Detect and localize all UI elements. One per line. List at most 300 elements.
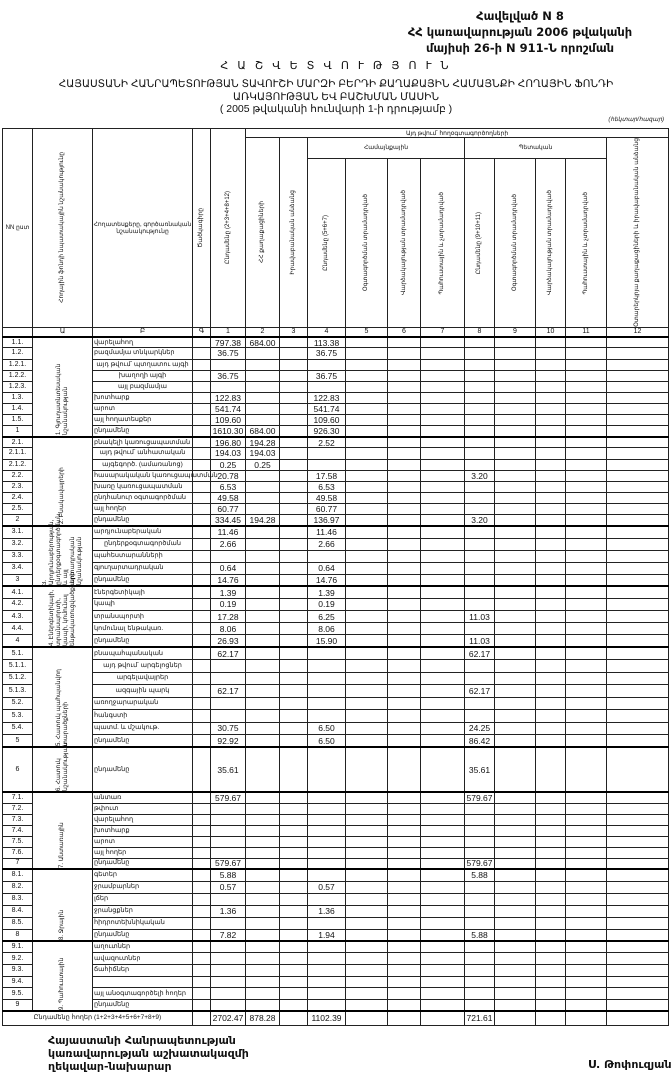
value-cell-col1 bbox=[211, 381, 246, 392]
value-cell-col3 bbox=[280, 392, 308, 403]
signatory-position-line-1: Հայաստանի Հանրապետության bbox=[48, 1034, 236, 1047]
value-cell-col4: 109.60 bbox=[308, 414, 346, 425]
value-cell-col7 bbox=[421, 392, 465, 403]
value-cell-col12 bbox=[607, 953, 669, 965]
value-cell-col10 bbox=[536, 697, 566, 710]
value-cell-col3 bbox=[280, 672, 308, 685]
table-row bbox=[3, 917, 669, 929]
unit-cell bbox=[193, 392, 211, 403]
value-cell-col1: 5.88 bbox=[211, 869, 246, 881]
value-cell-col11 bbox=[566, 515, 607, 526]
value-cell-col8 bbox=[465, 941, 495, 953]
row-number: 5.3. bbox=[3, 710, 33, 723]
value-cell-col3 bbox=[280, 448, 308, 459]
row-name: կապի bbox=[93, 598, 193, 610]
row-name: այլ հողատեսքեր bbox=[93, 414, 193, 425]
value-cell-col9 bbox=[495, 426, 536, 437]
row-number: 4 bbox=[3, 635, 33, 647]
table-body bbox=[3, 327, 669, 1025]
value-cell-col6 bbox=[388, 562, 421, 574]
unit-cell bbox=[193, 988, 211, 1000]
value-cell-col5 bbox=[346, 792, 388, 803]
value-cell-col8 bbox=[465, 803, 495, 814]
value-cell-col2 bbox=[246, 359, 280, 370]
value-cell-col3 bbox=[280, 481, 308, 492]
row-number: 2.5. bbox=[3, 504, 33, 515]
value-cell-col10 bbox=[536, 905, 566, 917]
value-cell-col8 bbox=[465, 481, 495, 492]
row-number: 7 bbox=[3, 858, 33, 869]
value-cell-col12 bbox=[607, 814, 669, 825]
value-cell-col9 bbox=[495, 685, 536, 698]
value-cell-col4: 1.36 bbox=[308, 905, 346, 917]
value-cell-col6 bbox=[388, 414, 421, 425]
value-cell-col11 bbox=[566, 459, 607, 470]
value-cell-col2 bbox=[246, 988, 280, 1000]
value-cell-col4 bbox=[308, 964, 346, 976]
value-cell-col9 bbox=[495, 814, 536, 825]
value-cell-col9 bbox=[495, 976, 536, 988]
value-cell-col6 bbox=[388, 747, 421, 792]
value-cell-col5 bbox=[346, 337, 388, 348]
value-cell-col7 bbox=[421, 825, 465, 836]
row-number: 8.1. bbox=[3, 869, 33, 881]
value-cell-col12 bbox=[607, 1000, 669, 1012]
row-number: 1.5. bbox=[3, 414, 33, 425]
value-cell-col4 bbox=[308, 672, 346, 685]
header-total bbox=[211, 129, 246, 328]
header-group bbox=[33, 129, 93, 328]
value-cell-col11 bbox=[566, 437, 607, 448]
value-cell-col12 bbox=[607, 869, 669, 881]
value-cell-col11 bbox=[566, 814, 607, 825]
table-row bbox=[3, 598, 669, 610]
value-cell-col7 bbox=[421, 426, 465, 437]
value-cell-col8: 62.17 bbox=[465, 647, 495, 660]
value-cell-col11 bbox=[566, 381, 607, 392]
value-cell-col8 bbox=[465, 337, 495, 348]
row-number: 1.2.1. bbox=[3, 359, 33, 370]
value-cell-col5 bbox=[346, 929, 388, 941]
value-cell-col5 bbox=[346, 392, 388, 403]
value-cell-col8 bbox=[465, 964, 495, 976]
header-unit-text: Ծածկագիրը bbox=[198, 208, 204, 248]
value-cell-col7 bbox=[421, 504, 465, 515]
value-cell-col12 bbox=[607, 792, 669, 803]
table-row bbox=[3, 515, 669, 526]
value-cell-col12 bbox=[607, 685, 669, 698]
table-row bbox=[3, 1000, 669, 1012]
value-cell-col8 bbox=[465, 437, 495, 448]
group-label-cell bbox=[33, 742, 93, 792]
row-name: այլ հողեր bbox=[93, 504, 193, 515]
value-cell-col11 bbox=[566, 470, 607, 481]
value-cell-col9 bbox=[495, 504, 536, 515]
value-cell-col7 bbox=[421, 697, 465, 710]
unit-cell bbox=[193, 905, 211, 917]
index-cell: Գ bbox=[193, 327, 211, 337]
table-row bbox=[3, 437, 669, 448]
table-row bbox=[3, 623, 669, 635]
value-cell-col7 bbox=[421, 562, 465, 574]
value-cell-col3 bbox=[280, 459, 308, 470]
header-group-text: Հողային ֆոնդի նպատակային նշանակությունը bbox=[59, 152, 65, 304]
value-cell-col5 bbox=[346, 672, 388, 685]
value-cell-col7 bbox=[421, 526, 465, 538]
value-cell-col5 bbox=[346, 586, 388, 598]
value-cell-col1: 0.19 bbox=[211, 598, 246, 610]
header-group-a: Համայնքային bbox=[308, 138, 465, 159]
group-label: 9. Պահուստային bbox=[59, 957, 65, 1010]
row-name: ընդհանուր օգտագործման bbox=[93, 493, 193, 504]
row-name: հիդրոտեխնիկական bbox=[93, 917, 193, 929]
value-cell-col5 bbox=[346, 437, 388, 448]
value-cell-col12 bbox=[607, 976, 669, 988]
value-cell-col8 bbox=[465, 814, 495, 825]
value-cell-col11 bbox=[566, 917, 607, 929]
table-row bbox=[3, 647, 669, 660]
value-cell-col2: 194.03 bbox=[246, 448, 280, 459]
index-cell: 5 bbox=[346, 327, 388, 337]
value-cell-col12 bbox=[607, 550, 669, 562]
value-cell-col4: 60.77 bbox=[308, 504, 346, 515]
value-cell-col8: 11.03 bbox=[465, 635, 495, 647]
value-cell-col1 bbox=[211, 359, 246, 370]
header-nn-text: NN ըստ bbox=[5, 225, 30, 232]
row-number: 6 bbox=[3, 747, 33, 792]
value-cell-col12 bbox=[607, 710, 669, 723]
row-name: ազգային պարկ bbox=[93, 685, 193, 698]
value-cell-col2 bbox=[246, 647, 280, 660]
value-cell-col8: 24.25 bbox=[465, 722, 495, 735]
unit-cell bbox=[193, 426, 211, 437]
value-cell-col1: 0.57 bbox=[211, 881, 246, 893]
value-cell-col8 bbox=[465, 623, 495, 635]
value-cell-col10 bbox=[536, 825, 566, 836]
value-cell-col4: 14.76 bbox=[308, 574, 346, 586]
value-cell-col7 bbox=[421, 893, 465, 905]
value-cell-col1 bbox=[211, 976, 246, 988]
total-label: Ընդամենը հողեր (1+2+3+4+5+6+7+8+9) bbox=[3, 1011, 193, 1025]
value-cell-col2 bbox=[246, 623, 280, 635]
table-row bbox=[3, 672, 669, 685]
row-number: 9 bbox=[3, 1000, 33, 1012]
value-cell-col1: 49.58 bbox=[211, 493, 246, 504]
row-name: խոտհարք bbox=[93, 392, 193, 403]
value-cell-col3 bbox=[280, 426, 308, 437]
value-cell-col1: 35.61 bbox=[211, 747, 246, 792]
value-cell-col6 bbox=[388, 941, 421, 953]
value-cell-col2 bbox=[246, 611, 280, 623]
value-cell-col1 bbox=[211, 941, 246, 953]
value-cell-col8 bbox=[465, 836, 495, 847]
unit-cell bbox=[193, 836, 211, 847]
value-cell-col12 bbox=[607, 348, 669, 359]
value-cell-col12 bbox=[607, 697, 669, 710]
value-cell-col2 bbox=[246, 370, 280, 381]
value-cell-col11 bbox=[566, 747, 607, 792]
value-cell-col7 bbox=[421, 685, 465, 698]
row-number: 3.3. bbox=[3, 550, 33, 562]
unit-cell bbox=[193, 437, 211, 448]
value-cell-col1 bbox=[211, 964, 246, 976]
value-cell-col1 bbox=[211, 836, 246, 847]
value-cell-col12 bbox=[607, 370, 669, 381]
value-cell-col8 bbox=[465, 448, 495, 459]
value-cell-col11 bbox=[566, 504, 607, 515]
header-col9 bbox=[495, 158, 536, 327]
row-number: 7.1. bbox=[3, 792, 33, 803]
value-cell-col7 bbox=[421, 869, 465, 881]
document-title-line-1: ՀԱՅԱՍՏԱՆԻ ՀԱՆՐԱՊԵՏՈՒԹՅԱՆ ՏԱՎՈՒՇԻ ՄԱՐԶԻ ԲԵՐԴԻ ՔԱՂԱՔԱՅԻՆ ՀԱՄԱՅՆՔԻ ՀՈՂԱՅԻՆ ՖՈՆԴԻ bbox=[58, 78, 614, 90]
value-cell-col6 bbox=[388, 881, 421, 893]
value-cell-col9 bbox=[495, 403, 536, 414]
value-cell-col6 bbox=[388, 337, 421, 348]
unit-cell bbox=[193, 847, 211, 858]
value-cell-col10 bbox=[536, 550, 566, 562]
value-cell-col10 bbox=[536, 515, 566, 526]
value-cell-col9 bbox=[495, 869, 536, 881]
value-cell-col3 bbox=[280, 905, 308, 917]
value-cell-col6 bbox=[388, 448, 421, 459]
value-cell-col11 bbox=[566, 869, 607, 881]
value-cell-col7 bbox=[421, 792, 465, 803]
value-cell-col10 bbox=[536, 929, 566, 941]
row-name: արգելավայրեր bbox=[93, 672, 193, 685]
row-name: արդյունաբերական bbox=[93, 526, 193, 538]
header-col12-text: Օտարերկրյա քաղաքացիների և իրավաբանական անձանց bbox=[634, 138, 641, 327]
value-cell-col12 bbox=[607, 847, 669, 858]
unit-cell bbox=[193, 414, 211, 425]
value-cell-col4 bbox=[308, 381, 346, 392]
value-cell-col6 bbox=[388, 803, 421, 814]
unit-cell bbox=[193, 348, 211, 359]
unit-cell bbox=[193, 881, 211, 893]
header-col11-text: Պահուստային և չտրամադրված bbox=[582, 191, 589, 295]
value-cell-col10 bbox=[536, 858, 566, 869]
unit-cell bbox=[193, 803, 211, 814]
annex-reference bbox=[380, 8, 660, 56]
value-cell-col1 bbox=[211, 893, 246, 905]
value-cell-col7 bbox=[421, 611, 465, 623]
value-cell-col10 bbox=[536, 562, 566, 574]
value-cell-col5 bbox=[346, 562, 388, 574]
total-value-col6 bbox=[388, 1011, 421, 1025]
index-cell: 11 bbox=[566, 327, 607, 337]
value-cell-col3 bbox=[280, 814, 308, 825]
value-cell-col11 bbox=[566, 660, 607, 673]
value-cell-col3 bbox=[280, 953, 308, 965]
value-cell-col7 bbox=[421, 403, 465, 414]
value-cell-col6 bbox=[388, 847, 421, 858]
value-cell-col12 bbox=[607, 836, 669, 847]
index-cell: 1 bbox=[211, 327, 246, 337]
signatory-position-line-2: կառավարության աշխատակազմի bbox=[48, 1047, 249, 1060]
value-cell-col7 bbox=[421, 814, 465, 825]
value-cell-col11 bbox=[566, 526, 607, 538]
row-name: առողջարարական bbox=[93, 697, 193, 710]
value-cell-col5 bbox=[346, 747, 388, 792]
value-cell-col5 bbox=[346, 459, 388, 470]
row-name: այլ անօգտագործելի հողեր bbox=[93, 988, 193, 1000]
value-cell-col6 bbox=[388, 392, 421, 403]
value-cell-col10 bbox=[536, 836, 566, 847]
value-cell-col9 bbox=[495, 515, 536, 526]
value-cell-col10 bbox=[536, 792, 566, 803]
value-cell-col1: 0.25 bbox=[211, 459, 246, 470]
value-cell-col4 bbox=[308, 1000, 346, 1012]
value-cell-col12 bbox=[607, 598, 669, 610]
row-name: վարելահող bbox=[93, 814, 193, 825]
value-cell-col3 bbox=[280, 685, 308, 698]
value-cell-col12 bbox=[607, 635, 669, 647]
value-cell-col8 bbox=[465, 905, 495, 917]
value-cell-col2: 194.28 bbox=[246, 515, 280, 526]
table-row bbox=[3, 574, 669, 586]
value-cell-col7 bbox=[421, 710, 465, 723]
value-cell-col10 bbox=[536, 470, 566, 481]
value-cell-col1 bbox=[211, 814, 246, 825]
value-cell-col11 bbox=[566, 426, 607, 437]
value-cell-col5 bbox=[346, 381, 388, 392]
unit-cell bbox=[193, 814, 211, 825]
value-cell-col6 bbox=[388, 470, 421, 481]
value-cell-col8 bbox=[465, 598, 495, 610]
value-cell-col5 bbox=[346, 448, 388, 459]
value-cell-col11 bbox=[566, 905, 607, 917]
value-cell-col4 bbox=[308, 893, 346, 905]
value-cell-col5 bbox=[346, 574, 388, 586]
value-cell-col3 bbox=[280, 504, 308, 515]
value-cell-col11 bbox=[566, 941, 607, 953]
value-cell-col1 bbox=[211, 710, 246, 723]
table-row bbox=[3, 381, 669, 392]
unit-cell bbox=[193, 953, 211, 965]
value-cell-col7 bbox=[421, 538, 465, 550]
value-cell-col1 bbox=[211, 988, 246, 1000]
value-cell-col2 bbox=[246, 414, 280, 425]
value-cell-col2: 0.25 bbox=[246, 459, 280, 470]
value-cell-col7 bbox=[421, 722, 465, 735]
table-row bbox=[3, 538, 669, 550]
total-value-col2: 878.28 bbox=[246, 1011, 280, 1025]
unit-cell bbox=[193, 685, 211, 698]
value-cell-col5 bbox=[346, 403, 388, 414]
signatory-position-line-3: ղեկավար-նախարար bbox=[48, 1060, 172, 1073]
value-cell-col5 bbox=[346, 660, 388, 673]
value-cell-col8 bbox=[465, 504, 495, 515]
value-cell-col8 bbox=[465, 538, 495, 550]
value-cell-col11 bbox=[566, 929, 607, 941]
value-cell-col8 bbox=[465, 550, 495, 562]
value-cell-col7 bbox=[421, 470, 465, 481]
value-cell-col6 bbox=[388, 504, 421, 515]
value-cell-col7 bbox=[421, 550, 465, 562]
value-cell-col1 bbox=[211, 1000, 246, 1012]
value-cell-col6 bbox=[388, 586, 421, 598]
value-cell-col11 bbox=[566, 722, 607, 735]
value-cell-col9 bbox=[495, 988, 536, 1000]
table-row bbox=[3, 586, 669, 598]
row-name: ընդերքօգտագործման bbox=[93, 538, 193, 550]
unit-cell bbox=[193, 722, 211, 735]
value-cell-col2 bbox=[246, 917, 280, 929]
value-cell-col5 bbox=[346, 515, 388, 526]
value-cell-col9 bbox=[495, 735, 536, 748]
row-number: 9.1. bbox=[3, 941, 33, 953]
value-cell-col2 bbox=[246, 348, 280, 359]
row-number: 1.1. bbox=[3, 337, 33, 348]
value-cell-col2 bbox=[246, 598, 280, 610]
value-cell-col9 bbox=[495, 929, 536, 941]
unit-cell bbox=[193, 574, 211, 586]
group-label-cell bbox=[33, 437, 93, 527]
unit-cell bbox=[193, 710, 211, 723]
value-cell-col3 bbox=[280, 988, 308, 1000]
value-cell-col5 bbox=[346, 504, 388, 515]
header-name bbox=[93, 129, 193, 328]
value-cell-col12 bbox=[607, 337, 669, 348]
value-cell-col11 bbox=[566, 976, 607, 988]
row-name: արոտ bbox=[93, 403, 193, 414]
value-cell-col6 bbox=[388, 792, 421, 803]
value-cell-col2 bbox=[246, 672, 280, 685]
value-cell-col3 bbox=[280, 623, 308, 635]
value-cell-col3 bbox=[280, 964, 308, 976]
value-cell-col3 bbox=[280, 414, 308, 425]
group-label: 7. Անտառային bbox=[59, 821, 65, 868]
unit-cell bbox=[193, 917, 211, 929]
unit-cell bbox=[193, 792, 211, 803]
value-cell-col10 bbox=[536, 722, 566, 735]
table-row bbox=[3, 348, 669, 359]
value-cell-col4: 2.66 bbox=[308, 538, 346, 550]
value-cell-col4: 122.83 bbox=[308, 392, 346, 403]
value-cell-col3 bbox=[280, 803, 308, 814]
row-number: 5 bbox=[3, 735, 33, 748]
value-cell-col12 bbox=[607, 504, 669, 515]
unit-cell bbox=[193, 550, 211, 562]
row-number: 7.4. bbox=[3, 825, 33, 836]
value-cell-col7 bbox=[421, 735, 465, 748]
value-cell-col9 bbox=[495, 722, 536, 735]
row-name: ջրամբարներ bbox=[93, 881, 193, 893]
value-cell-col11 bbox=[566, 481, 607, 492]
value-cell-col9 bbox=[495, 792, 536, 803]
value-cell-col10 bbox=[536, 847, 566, 858]
value-cell-col5 bbox=[346, 803, 388, 814]
annex-decree-line: ՀՀ կառավարության 2006 թվականի bbox=[407, 25, 633, 39]
value-cell-col7 bbox=[421, 905, 465, 917]
value-cell-col11 bbox=[566, 493, 607, 504]
row-name: բնակելի կառուցապատման bbox=[93, 437, 193, 448]
value-cell-col1: 7.82 bbox=[211, 929, 246, 941]
row-name: լճեր bbox=[93, 893, 193, 905]
table-row bbox=[3, 426, 669, 437]
value-cell-col8 bbox=[465, 414, 495, 425]
value-cell-col3 bbox=[280, 858, 308, 869]
value-cell-col9 bbox=[495, 586, 536, 598]
value-cell-col2 bbox=[246, 562, 280, 574]
value-cell-col1 bbox=[211, 697, 246, 710]
value-cell-col8: 579.67 bbox=[466, 792, 493, 803]
total-value-col1: 2702.47 bbox=[211, 1011, 246, 1025]
row-number: 9.4. bbox=[3, 976, 33, 988]
document-heading: Հ Ա Շ Վ Ե Տ Վ Ո Ւ Թ Յ Ո Ւ Ն bbox=[220, 60, 452, 72]
row-name: ընդամենը bbox=[93, 515, 193, 526]
unit-cell bbox=[193, 381, 211, 392]
value-cell-col2 bbox=[246, 493, 280, 504]
